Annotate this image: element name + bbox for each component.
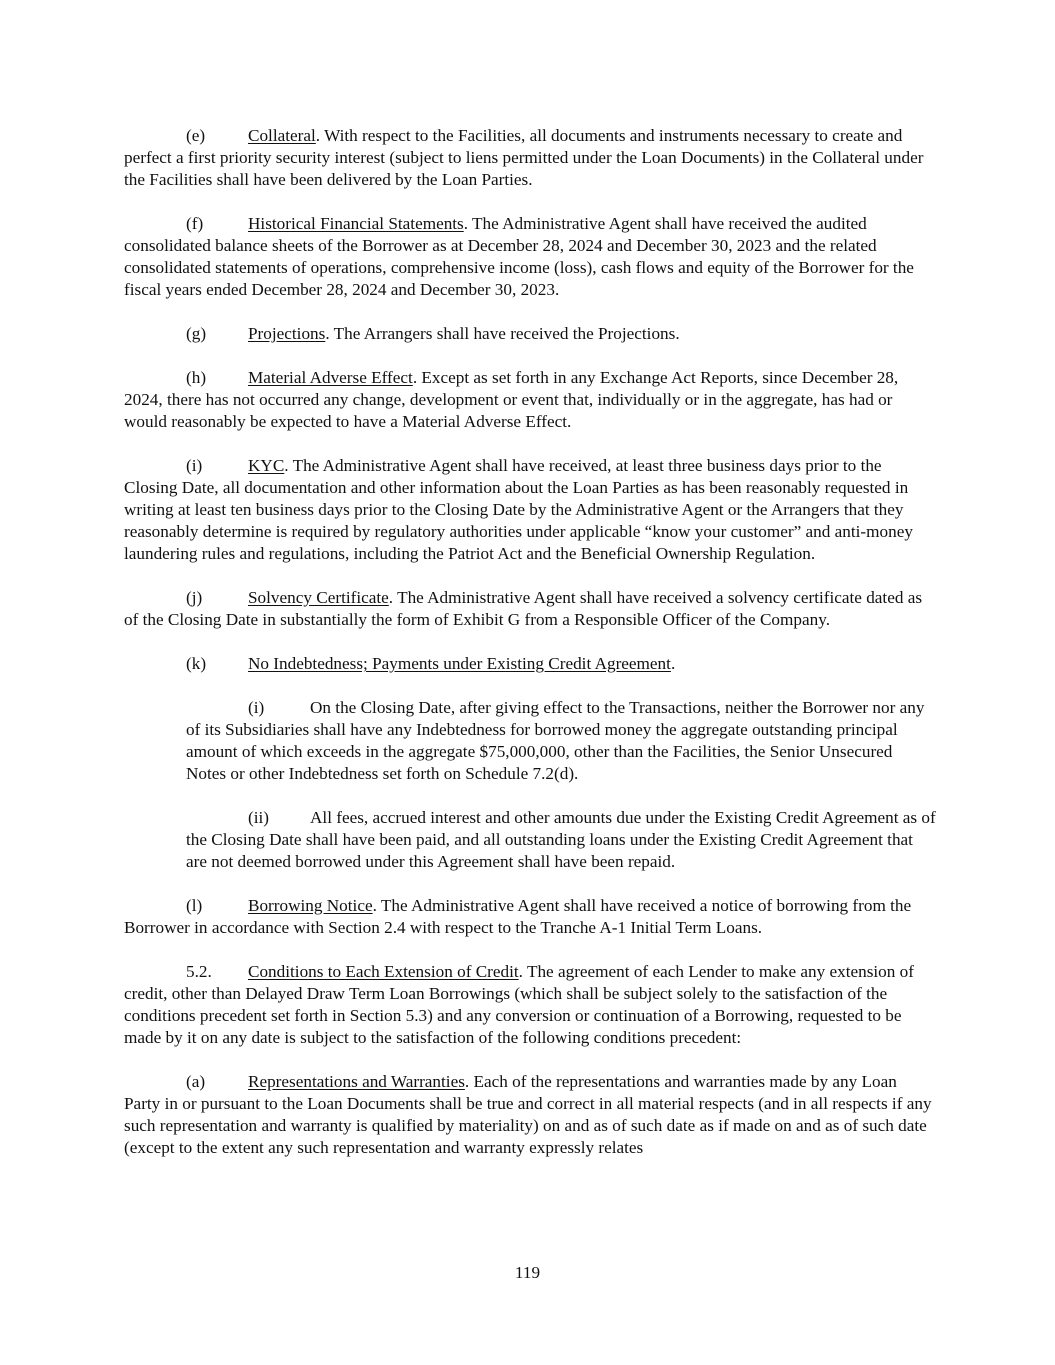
paragraph-j <box>124 587 936 631</box>
paragraph-text: . The Administrative Agent shall have received the audited consolidated balance sheets of the Borrower as at December 28, 2024 and December 30, 2023 and the related consolidated statements of operations, comprehensive income (loss), cash flows and equity of the Borrower for the fiscal years ended December 28, 2024 and December 30, 2023. <box>124 214 914 299</box>
paragraph-l <box>124 895 936 939</box>
subparagraph-text: All fees, accrued interest and other amounts due under the Existing Credit Agreement as of the Closing Date shall have been paid, and all outstanding loans under the Existing Credit Agreement that are not deemed borrowed under this Agreement shall have been repaid. <box>186 808 936 871</box>
paragraph-text: . Each of the representations and warranties made by any Loan Party in or pursuant to the Loan Documents shall be true and correct in all material respects (and in all respects if any such representation and warranty is qualified by materiality) on and as of such date as if made on and as of such date (except to the extent any such representation and warranty expressly relates <box>124 1072 932 1157</box>
paragraph-f <box>124 213 936 301</box>
subparagraph-label: (ii) <box>248 808 269 827</box>
paragraph-a <box>124 1071 936 1159</box>
paragraph-label: (a) <box>186 1072 206 1091</box>
document-page <box>124 125 936 1181</box>
paragraph-text: . Except as set forth in any Exchange Act Reports, since December 28, 2024, there has not occurred any change, development or event that, individually or in the aggregate, has had or would reasonably be expected to have a Material Adverse Effect. <box>124 368 899 431</box>
paragraph-heading: No Indebtedness; Payments under Existing Credit Agreement <box>248 654 671 673</box>
paragraph-e <box>124 125 936 191</box>
paragraph-text: . The Administrative Agent shall have received, at least three business days prior to the Closing Date, all documentation and other information about the Loan Parties as has been reasonably requested in writing at least ten business days prior to the Closing Date by the Administrative Agent or the Arrangers that they reasonably determine is required by regulatory authorities under applicable “know your customer” and anti-money laundering rules and regulations, including the Patriot Act and the Beneficial Ownership Regulation. <box>124 456 913 563</box>
section-text: . The agreement of each Lender to make any extension of credit, other than Delayed Draw Term Loan Borrowings (which shall be subject solely to the satisfaction of the conditions precedent set forth in Section 5.3) and any conversion or continuation of a Borrowing, requested to be made by it on any date is subject to the satisfaction of the following conditions precedent: <box>124 962 914 1047</box>
subparagraph-label: (i) <box>248 698 265 717</box>
paragraph-i <box>124 455 936 565</box>
page-number: 119 <box>514 1263 541 1282</box>
paragraph-text: . The Arrangers shall have received the Projections. <box>325 324 680 343</box>
paragraph-text: . The Administrative Agent shall have received a notice of borrowing from the Borrower in accordance with Section 2.4 with respect to the Tranche A-1 Initial Term Loans. <box>124 896 912 937</box>
paragraph-heading: Projections <box>248 324 326 343</box>
paragraph-text: . With respect to the Facilities, all documents and instruments necessary to create and perfect a first priority security interest (subject to liens permitted under the Loan Documents) in the Collateral under the Facilities shall have been delivered by the Loan Parties. <box>124 126 924 189</box>
paragraph-label: (f) <box>186 214 204 233</box>
paragraph-heading: KYC <box>248 456 285 475</box>
paragraph-text: . The Administrative Agent shall have received a solvency certificate dated as of the Closing Date in substantially the form of Exhibit G from a Responsible Officer of the Company. <box>124 588 923 629</box>
paragraph-text: . <box>670 654 676 673</box>
subparagraph-text: On the Closing Date, after giving effect to the Transactions, neither the Borrower nor any of its Subsidiaries shall have any Indebtedness for borrowed money the aggregate outstanding principal amount of which exceeds in the aggregate $75,000,000, other than the Facilities, the Senior Unsecured Notes or other Indebtedness set forth on Schedule 7.2(d). <box>186 698 925 783</box>
paragraph-label: (j) <box>186 588 203 607</box>
paragraph-heading: Representations and Warranties <box>248 1072 465 1091</box>
subparagraph-k-ii <box>186 807 936 873</box>
section-5-2 <box>124 961 936 1049</box>
paragraph-label: (e) <box>186 126 206 145</box>
paragraph-label: (i) <box>186 456 203 475</box>
paragraph-label: (g) <box>186 324 207 343</box>
section-number: 5.2. <box>186 962 212 981</box>
paragraph-heading: Historical Financial Statements <box>248 214 464 233</box>
paragraph-g <box>124 323 936 345</box>
paragraph-heading: Borrowing Notice <box>248 896 373 915</box>
paragraph-label: (h) <box>186 368 207 387</box>
paragraph-label: (l) <box>186 896 203 915</box>
section-heading: Conditions to Each Extension of Credit <box>248 962 519 981</box>
paragraph-heading: Collateral <box>248 126 316 145</box>
subparagraph-k-i <box>186 697 936 785</box>
paragraph-label: (k) <box>186 654 207 673</box>
paragraph-k <box>124 653 936 675</box>
paragraph-heading: Material Adverse Effect <box>248 368 413 387</box>
paragraph-h <box>124 367 936 433</box>
paragraph-heading: Solvency Certificate <box>248 588 389 607</box>
